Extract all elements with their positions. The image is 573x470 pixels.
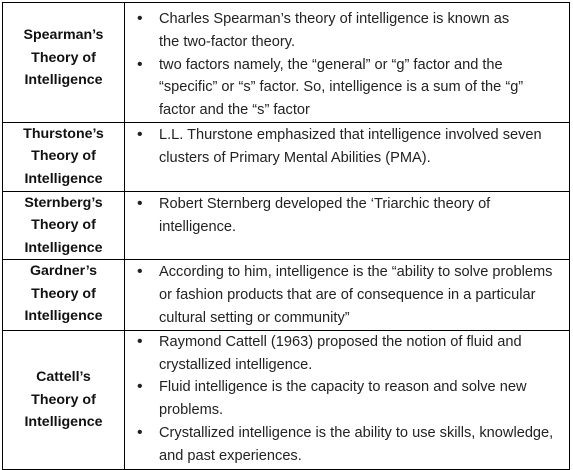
- description-line: “specific” or “s” factor. So, intelligence is a sum of the “g”: [159, 79, 524, 96]
- theory-description-cell: [125, 122, 570, 191]
- theory-name-line: Spearman’s: [23, 27, 104, 43]
- theory-name-line: Intelligence: [24, 72, 103, 88]
- theory-name-line: Theory of: [31, 217, 96, 234]
- bullet-icon: •: [137, 424, 143, 442]
- description-line: According to him, intelligence is the “ability to solve problems: [159, 264, 553, 281]
- description-line: factor and the “s” factor: [159, 102, 310, 119]
- list-item: [125, 261, 569, 329]
- theory-name-line: Intelligence: [24, 170, 103, 187]
- theory-name-line: Theory of: [31, 148, 96, 165]
- theory-name-cell: [3, 191, 125, 260]
- bullet-list: [125, 261, 569, 329]
- description-line: and past experiences.: [159, 447, 302, 464]
- description-line: clusters of Primary Mental Abilities (PMA).: [159, 149, 431, 166]
- description-line: L.L. Thurstone emphasized that intelligence involved seven: [159, 126, 542, 143]
- bullet-icon: •: [137, 263, 143, 281]
- description-line: Fluid intelligence is the capacity to reason and solve new: [159, 379, 527, 396]
- table-row-sternberg: [3, 191, 570, 260]
- theory-name-line: Theory of: [31, 49, 96, 66]
- list-item: [125, 331, 569, 377]
- theory-name-cell: [3, 3, 125, 123]
- theory-name-line: Theory of: [31, 285, 96, 302]
- bullet-list: [125, 8, 569, 122]
- list-item: [125, 54, 569, 122]
- description-line: Charles Spearman’s theory of intelligence is known as: [159, 11, 510, 27]
- theory-name-line: Intelligence: [24, 308, 103, 325]
- bullet-icon: •: [137, 378, 143, 396]
- table-row-cattell: [3, 330, 570, 469]
- bullet-list: [125, 331, 569, 468]
- bullet-icon: •: [137, 10, 143, 27]
- theory-name-line: Cattell’s: [36, 369, 91, 386]
- theory-description-cell: [125, 191, 570, 260]
- theory-name-line: Sternberg’s: [24, 194, 103, 211]
- description-line: Crystallized intelligence is the ability to use skills, knowledge,: [159, 425, 554, 442]
- table-row-thurstone: [3, 122, 570, 191]
- bullet-list: [125, 124, 569, 170]
- description-line: the two-factor theory.: [159, 33, 295, 50]
- theory-name-line: Theory of: [31, 391, 96, 408]
- description-line: or fashion products that are of consequence in a particular: [159, 287, 536, 304]
- theory-name-cell: [3, 260, 125, 330]
- bullet-icon: •: [137, 55, 143, 73]
- theory-name-line: Gardner’s: [29, 263, 98, 280]
- list-item: [125, 193, 569, 239]
- description-line: problems.: [159, 402, 224, 419]
- list-item: [125, 8, 569, 54]
- theory-name-cell: [3, 122, 125, 191]
- list-item: [125, 376, 569, 422]
- description-line: cultural setting or community”: [159, 310, 350, 327]
- bullet-icon: •: [137, 194, 143, 212]
- bullet-list: [125, 193, 569, 239]
- theory-name-line: Intelligence: [24, 414, 103, 431]
- description-line: intelligence.: [159, 218, 237, 235]
- theory-description-cell: [125, 260, 570, 330]
- theory-name-line: Intelligence: [24, 239, 103, 256]
- bullet-icon: •: [137, 332, 143, 350]
- description-line: two factors namely, the “general” or “g” factor and the: [159, 56, 503, 73]
- theory-description-cell: [125, 3, 570, 123]
- theory-description-cell: [125, 330, 570, 469]
- table-row-spearman: [3, 3, 570, 123]
- theory-name-cell: [3, 330, 125, 469]
- list-item: [125, 124, 569, 170]
- intelligence-theories-table: [2, 2, 570, 470]
- table-row-gardner: [3, 260, 570, 330]
- theory-name-line: Thurstone’s: [23, 125, 104, 142]
- bullet-icon: •: [137, 125, 143, 143]
- description-line: crystallized intelligence.: [159, 356, 313, 373]
- description-line: Robert Sternberg developed the ‘Triarchic theory of: [159, 195, 491, 212]
- list-item: [125, 422, 569, 468]
- description-line: Raymond Cattell (1963) proposed the notion of fluid and: [159, 333, 522, 350]
